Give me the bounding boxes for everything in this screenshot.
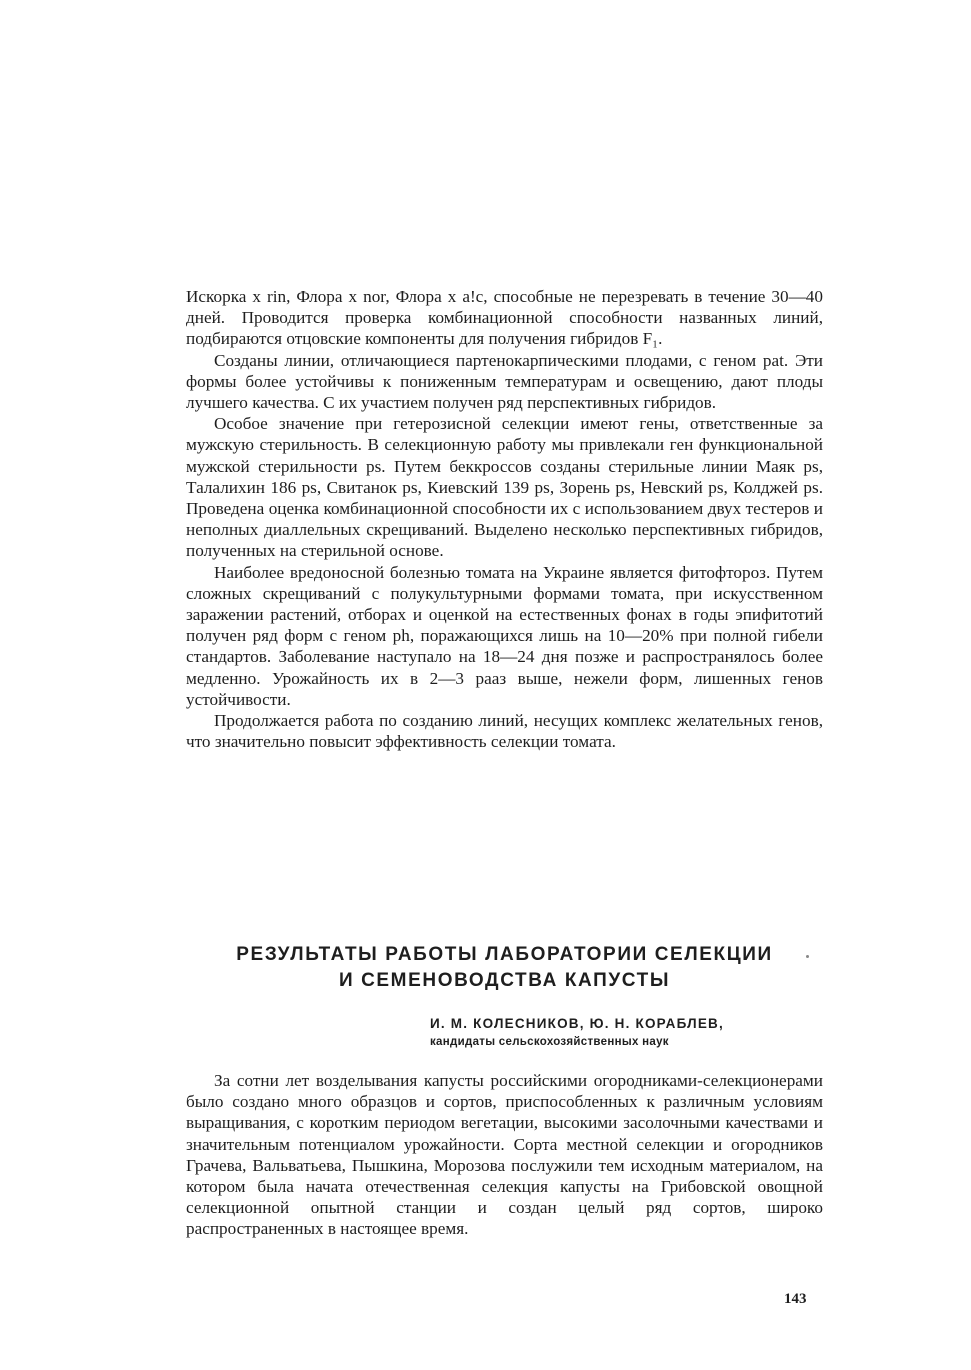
paragraph: Наиболее вредоносной болезнью томата на Украине является фитофтороз. Путем сложных скрещиваний с полукультурными формами томата, при искусственном заражении растений, отборах и оценкой на естественных фонах в годы эпифитотий получен ряд форм с геном ph, поражающихся лишь на 10—20% при полной гибели стандартов. Заболевание наступало на 18—24 дня позже и распространялось более медленно. Урожайность их в 2—3 рааз выше, нежели форм, лишенных генов устойчивости. (186, 562, 823, 709)
paragraph: Созданы линии, отличающиеся партенокарпическими плодами, с геном pat. Эти формы более устойчивы к пониженным температурам и освещению, дают плоды лучшего качества. С их участием получен ряд перспективных гибридов. (186, 350, 823, 413)
paragraph: За сотни лет возделывания капусты российскими огородниками-селекционерами было создано много образцов и сортов, приспособленных к различным условиям выращивания, с коротким периодом вегетации, высокими засолочными качествами и значительным потенциалом урожайности. Сорта местной селекции и огородников Грачева, Вальватьева, Пышкина, Морозова послужили тем исходным материалом, на котором была начата отечественная селекция капусты на Грибовской овощной селекционной опытной станции и создан целый ряд сортов, широко распространенных в настоящее время. (186, 1071, 823, 1239)
scan-speck (806, 955, 809, 958)
author-block (430, 1014, 830, 1050)
paragraph: Продолжается работа по созданию линий, несущих комплекс желательных генов, что значительно повысит эффективность селекции томата. (186, 711, 823, 752)
article-title-line: И СЕМЕНОВОДСТВА КАПУСТЫ (338, 970, 671, 991)
page-number: 143 (784, 1291, 807, 1307)
paragraph: Искорка x rin, Флора x nor, Флора x a!c, способные не перезревать в течение 30—40 дней. Проводится проверка комбинационной способности названных линий, подбираются отцовские компоненты для получения гибридов F₁. (186, 287, 823, 349)
article-tomato-continuation (186, 286, 823, 752)
author-names: И. М. КОЛЕСНИКОВ, Ю. Н. КОРАБЛЕВ, (430, 1016, 724, 1031)
paragraph: Особое значение при гетерозисной селекции имеют гены, ответственные за мужскую стерильность. В селекционную работу мы привлекали ген функциональной мужской стерильности ps. Путем беккроссов созданы стерильные линии Маяк ps, Талалихин 186 ps, Свитанок ps, Киевский 139 ps, Зорень ps, Невский ps, Колджей ps. Проведена оценка комбинационной способности их с использованием двух тестеров и неполных диаллельных скрещиваний. Выделено несколько перспективных гибридов, полученных на стерильной основе. (186, 414, 823, 561)
author-degree: кандидаты сельскохозяйственных наук (430, 1036, 669, 1048)
article-title-line: РЕЗУЛЬТАТЫ РАБОТЫ ЛАБОРАТОРИИ СЕЛЕКЦИИ (236, 944, 773, 965)
article-cabbage-body (186, 1070, 823, 1240)
article-title (186, 942, 823, 994)
